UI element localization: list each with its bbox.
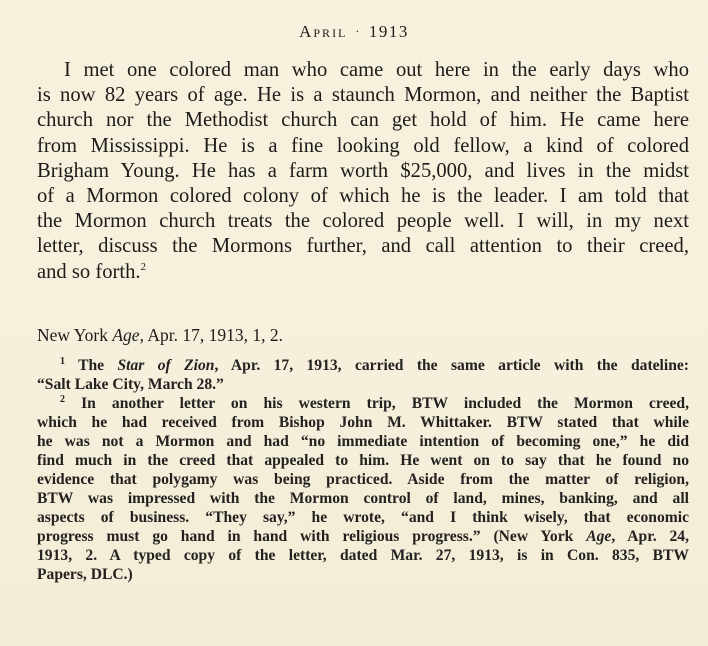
body-line: I met one colored man who came out here in the early days who (64, 59, 689, 81)
footnote-2-line (37, 527, 689, 546)
footnote-1-italic-title: Star of Zion (117, 357, 215, 374)
body-line-final-text: and so forth. (37, 260, 141, 283)
footnote-2-line: evidence that polygamy was being practiced. Aside from the matter of religion, (37, 471, 689, 488)
source-prefix: New York (37, 325, 113, 345)
footnote-2-text: , Apr. 24, (611, 528, 689, 545)
footnote-2-line (37, 394, 689, 413)
footnote-2-line: he was not a Mormon and had “no immediate intention of becoming one,” he did (37, 433, 689, 450)
source-italic-title: Age (112, 325, 140, 345)
footnote-2-line: aspects of business. “They say,” he wrote, “and I think wisely, that economic (37, 509, 689, 526)
body-line: Brigham Young. He has a farm worth $25,000, and lives in the midst (37, 159, 689, 182)
body-line: is now 82 years of age. He is a staunch Mormon, and neither the Baptist (37, 84, 689, 107)
body-line: the Mormon church treats the colored people well. I will, in my next (37, 210, 689, 233)
footnote-2-line: find much in the creed that appealed to him. He went on to say that he found no (37, 452, 689, 469)
footnote-1-marker: 1 (60, 355, 65, 367)
source-suffix: , Apr. 17, 1913, 1, 2. (139, 325, 283, 345)
body-line: from Mississippi. He is a fine looking old fellow, a kind of colored (37, 134, 689, 157)
footnote-2-text: In another letter on his western trip, BTW included the Mormon creed, (81, 395, 689, 412)
body-line: letter, discuss the Mormons further, and call attention to their creed, (37, 235, 689, 258)
body-line-final (37, 260, 689, 285)
footnote-2-marker: 2 (60, 393, 65, 405)
footnote-1-line (37, 356, 689, 375)
footnote-2-text: progress must go hand in hand with religious progress.” (New York (37, 528, 587, 545)
footnote-2-line: 1913, 2. A typed copy of the letter, dated Mar. 27, 1913, is in Con. 835, BTW (37, 547, 689, 564)
body-line: church nor the Methodist church can get hold of him. He came here (37, 109, 689, 132)
footnote-2-line: Papers, DLC.) (37, 566, 133, 583)
footnote-1-line: “Salt Lake City, March 28.” (37, 376, 224, 393)
footnote-1-text: , Apr. 17, 1913, carried the same article with the dateline: (214, 357, 690, 374)
footnotes (37, 356, 689, 584)
running-head-year: 1913 (368, 22, 409, 41)
footnote-2-italic-title: Age (586, 528, 612, 545)
footnote-reference-marker: 2 (140, 260, 147, 273)
body-line: of a Mormon colored colony of which he is the leader. I am told that (37, 185, 689, 208)
running-head-month: April (299, 22, 348, 41)
footnote-2-line: BTW was impressed with the Mormon control of land, mines, banking, and all (37, 490, 689, 507)
source-citation (37, 324, 283, 346)
running-head-separator: · (355, 24, 361, 38)
footnote-1-text: The (78, 357, 118, 374)
running-head (0, 22, 708, 43)
letter-body-paragraph (37, 58, 689, 285)
footnote-2-line: which he had received from Bishop John M. Whittaker. BTW stated that while (37, 414, 689, 431)
